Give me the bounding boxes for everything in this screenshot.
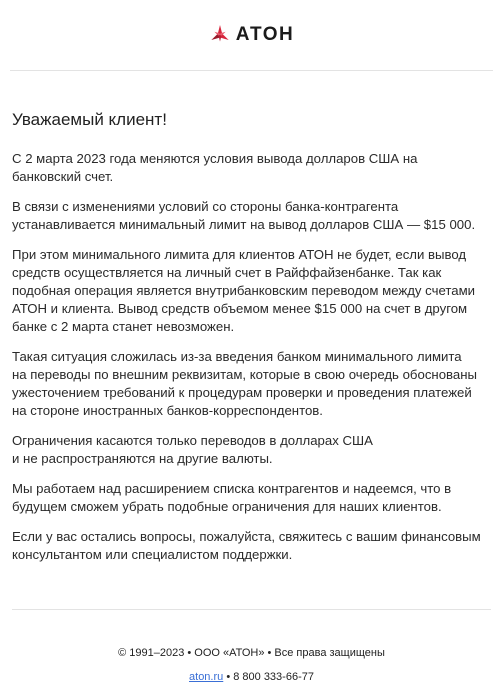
message-paragraph (12, 528, 489, 564)
paragraph-line: Если у вас остались вопросы, пожалуйста, свяжитесь с вашим финансовым (12, 529, 481, 544)
aton-logo[interactable] (209, 24, 294, 46)
brand-name: АТОН (235, 24, 295, 45)
paragraph-line: на стороне иностранных банков-корреспондентов. (12, 403, 323, 418)
greeting-heading: Уважаемый клиент! (12, 110, 167, 129)
copyright-text: © 1991–2023 • ООО «АТОН» • Все права защищены (118, 647, 385, 659)
paragraph-line: и не распространяются на другие валюты. (12, 451, 273, 466)
paragraph-line: Мы работаем над расширением списка контрагентов и надеемся, что в (12, 481, 452, 496)
message-paragraph (12, 246, 489, 336)
message-paragraph (12, 150, 489, 186)
message-paragraph (12, 348, 489, 420)
paragraph-line: В связи с изменениями условий со стороны банка-контрагента (12, 199, 399, 214)
paragraph-line: средств осуществляется на личный счет в Райффайзенбанке. Так как (12, 265, 442, 280)
aton-star-icon (209, 24, 231, 46)
paragraph-line: консультантом или специалистом поддержки. (12, 547, 293, 562)
paragraph-line: Ограничения касаются только переводов в долларах США (12, 433, 373, 448)
message-paragraph (12, 198, 489, 234)
message-paragraph (12, 432, 489, 468)
email-header (12, 0, 491, 70)
paragraph-line: При этом минимального лимита для клиентов АТОН не будет, если вывод (12, 247, 467, 262)
paragraph-line: ужесточением требований к процедурам проверки и проведения платежей (12, 385, 472, 400)
email-body (12, 71, 491, 564)
message-paragraphs (12, 150, 489, 564)
paragraph-line: банковский счет. (12, 169, 114, 184)
paragraph-line: Такая ситуация сложилась из-за введения банком минимального лимита (12, 349, 462, 364)
site-link[interactable]: aton.ru (189, 671, 224, 683)
paragraph-line: АТОН и клиента. Вывод средств объемом менее $15 000 на счет в другом (12, 301, 468, 316)
contact-separator: • (223, 671, 234, 683)
paragraph-line: будущем сможем убрать подобные ограничения для наших клиентов. (12, 499, 442, 514)
support-phone[interactable]: 8 800 333-66-77 (233, 671, 314, 683)
paragraph-line: подобная операция является внутрибанковским переводом между счетами (12, 283, 476, 298)
paragraph-line: устанавливается минимальный лимит на вывод долларов США — $15 000. (12, 217, 476, 232)
paragraph-line: на переводы по внешним реквизитам, которые в свою очередь обоснованы (12, 367, 477, 382)
message-paragraph (12, 480, 489, 516)
paragraph-line: С 2 марта 2023 года меняются условия вывода долларов США на (12, 151, 418, 166)
footer-divider (12, 609, 491, 610)
footer-contacts (0, 670, 503, 684)
paragraph-line: банке с 2 марта станет невозможен. (12, 319, 235, 334)
email-footer (0, 646, 503, 684)
